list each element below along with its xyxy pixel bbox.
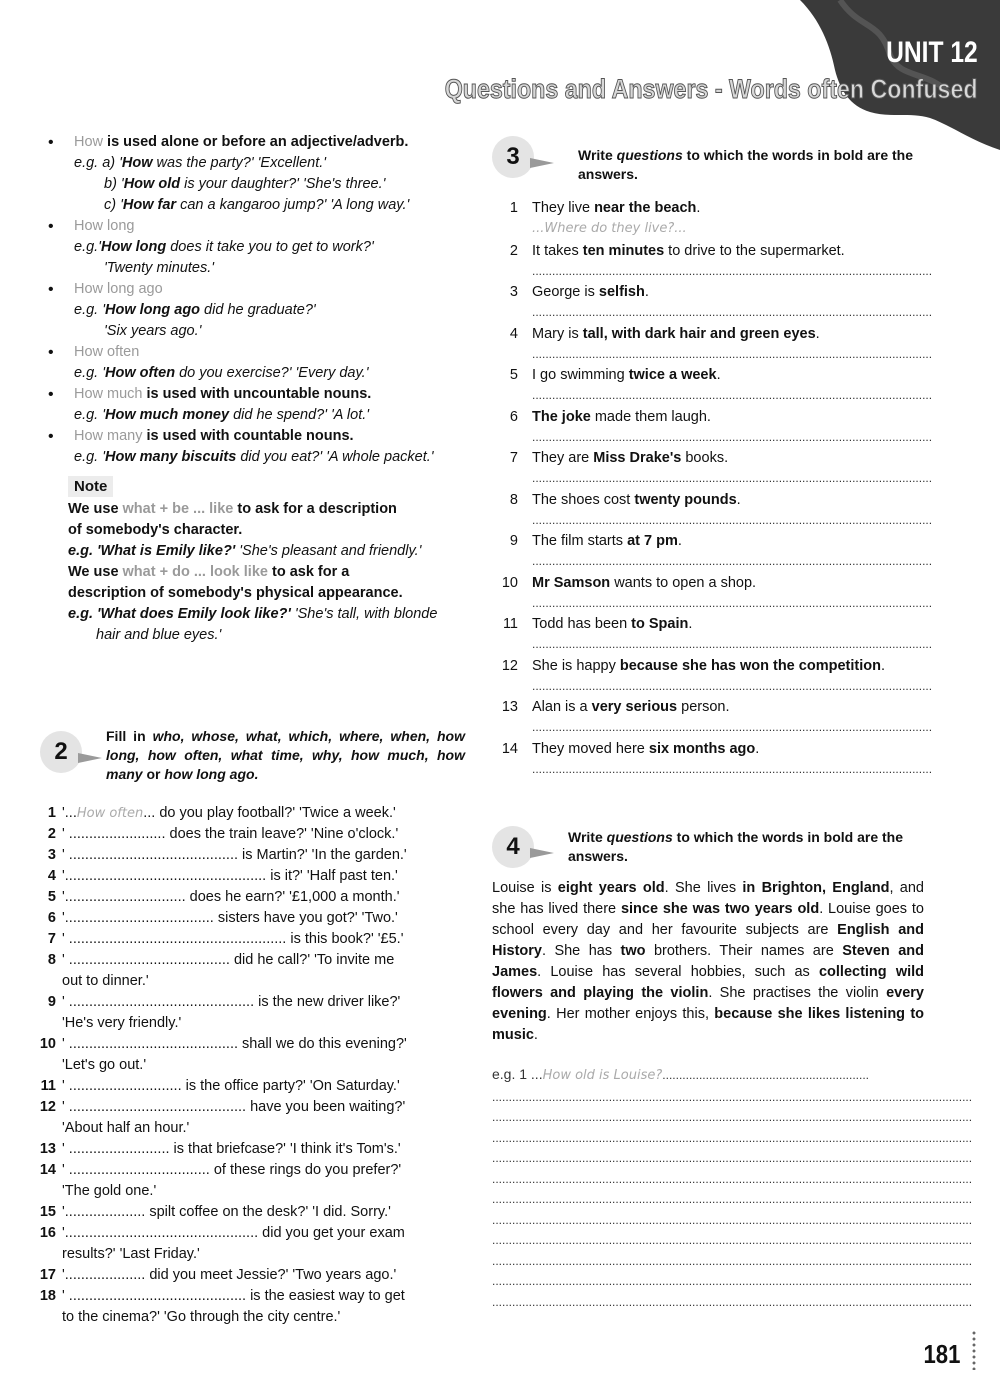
- exercise-3-item: 5 I go swimming twice a week. ........................................................................................................................: [492, 365, 932, 405]
- exercise-number-badge: 2: [40, 731, 82, 773]
- item-number: 1: [47, 805, 56, 821]
- item-text: '..................................... sisters have you got?' 'Two.': [62, 910, 398, 926]
- exercise-3-item: 10 Mr Samson wants to open a shop. ........................................................................................................................: [492, 573, 932, 613]
- exercise-2-item[interactable]: [40, 866, 465, 887]
- answer-line[interactable]: ................................................................................................................................................: [492, 1110, 973, 1124]
- example-how-often: e.g. 'How often do you exercise?' 'Every day.': [74, 365, 369, 381]
- exercise-3-item: 1 They live near the beach. ...Where do they live?...: [492, 198, 932, 239]
- example-how-many: e.g. 'How many biscuits did you eat?' 'A whole packet.': [74, 449, 434, 465]
- theory-how-many: • How many is used with countable nouns.: [48, 428, 354, 445]
- note-line-3: We use what + do ... look like to ask for a: [68, 564, 350, 580]
- example-how-b: b) 'How old is your daughter?' 'She's three.': [104, 176, 386, 192]
- exercise-3-item: 14 They moved here six months ago. ........................................................................................................................: [492, 739, 932, 779]
- item-number: 4: [47, 868, 56, 884]
- item-number: 6: [47, 910, 56, 926]
- answer-line[interactable]: ........................................................................................................................: [532, 346, 933, 361]
- theory-how-long: • How long: [48, 218, 135, 235]
- exercise-4: [492, 822, 973, 1312]
- item-number: 7: [47, 931, 56, 947]
- exercise-2-item[interactable]: [40, 845, 465, 866]
- item-number: 14: [39, 1162, 56, 1178]
- answer-line[interactable]: ................................................................................................................................................: [492, 1171, 973, 1186]
- item-text: '................................................ did you get your exam: [62, 1225, 405, 1241]
- exercise-3: [492, 132, 932, 779]
- unit-label: UNIT 12: [886, 36, 978, 69]
- item-number: 5: [509, 367, 518, 383]
- note-box: [40, 476, 465, 646]
- answer-line[interactable]: ................................................................................................................................................: [492, 1130, 973, 1145]
- page-title: Questions and Answers - Words often Confused: [445, 74, 978, 104]
- item-number: 12: [501, 657, 518, 674]
- handwritten-answer: How old is Louise?: [542, 1068, 663, 1083]
- theory-section: [40, 132, 465, 468]
- exercise-2-item[interactable]: [40, 1034, 465, 1076]
- exercise-3-header: [492, 132, 932, 198]
- item-number: 9: [47, 994, 56, 1010]
- exercise-number-badge: 4: [492, 826, 534, 868]
- item-number: 8: [47, 952, 56, 968]
- item-number: 12: [39, 1099, 56, 1115]
- item-text: '.................... did you meet Jessie?' 'Two years ago.': [62, 1267, 397, 1283]
- note-example-1: e.g. 'What is Emily like?' 'She's pleasant and friendly.': [68, 543, 422, 559]
- exercise-2-item[interactable]: [40, 1097, 465, 1139]
- answer-line[interactable]: ........................................................................................................................: [532, 595, 933, 610]
- answer-line[interactable]: ................................................................................................................................................: [492, 1151, 973, 1165]
- item-text: ' ........................................ did he call?' 'To invite me: [62, 952, 395, 968]
- theory-how-long-ago: • How long ago: [48, 281, 163, 298]
- bullet-icon: •: [48, 428, 54, 445]
- answer-line[interactable]: [532, 218, 932, 239]
- note-example-2: e.g. 'What does Emily look like?' 'She's tall, with blonde: [68, 606, 438, 622]
- right-column: [492, 132, 973, 1309]
- item-number: 17: [39, 1267, 56, 1283]
- exercise-3-item: 13 Alan is a very serious person. ........................................................................................................................: [492, 697, 932, 737]
- exercise-2-item[interactable]: [40, 1223, 465, 1265]
- exercise-3-item: 12 She is happy because she has won the competition. ........................................................................................................................: [492, 656, 932, 696]
- item-number: 11: [40, 1078, 56, 1094]
- answer-line[interactable]: ........................................................................................................................: [532, 471, 933, 485]
- theory-how-often: • How often: [48, 344, 140, 361]
- exercise-2-list: [40, 803, 465, 1328]
- item-number: 4: [509, 325, 518, 342]
- item-number: 1: [509, 200, 518, 216]
- item-number: 11: [502, 616, 518, 632]
- item-number: 2: [47, 826, 56, 842]
- answer-line[interactable]: ................................................................................................................................................: [492, 1274, 973, 1288]
- theory-how-much: • How much is used with uncountable nouns.: [48, 386, 372, 403]
- item-text-cont: results?' 'Last Friday.': [62, 1246, 200, 1262]
- item-text: ' .......................................... shall we do this evening?': [62, 1036, 407, 1052]
- item-text: ' ............................................ is the easiest way to get: [62, 1288, 405, 1304]
- exercise-2-item[interactable]: 1 '...How often... do you play football?' 'Twice a week.': [40, 803, 465, 824]
- exercise-4-header: [492, 822, 924, 878]
- bullet-icon: •: [48, 218, 54, 235]
- answer-line[interactable]: ................................................................................................................................................: [492, 1253, 973, 1268]
- item-number: 8: [509, 491, 518, 508]
- item-number: 7: [509, 450, 518, 466]
- note-line-2: of somebody's character.: [68, 522, 243, 538]
- answer-line[interactable]: ........................................................................................................................: [532, 554, 933, 568]
- handwritten-answer: How often: [76, 806, 144, 821]
- exercise-3-item: 9 The film starts at 7 pm. ........................................................................................................................: [492, 531, 932, 571]
- item-text-cont: out to dinner.': [62, 973, 149, 989]
- bullet-icon: •: [48, 344, 54, 361]
- example-how-long-answer: 'Twenty minutes.': [104, 260, 215, 276]
- exercise-3-item: 11 Todd has been to Spain. ........................................................................................................................: [492, 614, 932, 654]
- exercise-4-answers: [492, 1064, 973, 1312]
- exercise-2-header: [40, 727, 465, 789]
- bullet-icon: •: [48, 134, 54, 151]
- exercise-3-item: 7 They are Miss Drake's books. ........................................................................................................................: [492, 448, 932, 488]
- exercise-2: [40, 727, 465, 1328]
- exercise-2-item[interactable]: [40, 1286, 465, 1328]
- exercise-3-item: 2 It takes ten minutes to drive to the supermarket. ........................................................................................................................: [492, 241, 932, 281]
- item-number: 18: [39, 1288, 56, 1304]
- exercise-2-item[interactable]: [40, 887, 465, 908]
- example-how-long: e.g.'How long does it take you to get to work?': [74, 239, 374, 255]
- answer-line[interactable]: ................................................................................................................................................: [492, 1089, 973, 1104]
- answer-line[interactable]: ................................................................................................................................................: [492, 1233, 973, 1247]
- exercise-3-item: 6 The joke made them laugh. ........................................................................................................................: [492, 407, 932, 447]
- exercise-2-item[interactable]: [40, 1202, 465, 1223]
- item-number: 10: [39, 1036, 56, 1052]
- example-how-c: c) 'How far can a kangaroo jump?' 'A long way.': [104, 197, 410, 213]
- note-line-4: description of somebody's physical appearance.: [68, 585, 403, 601]
- exercise-number-badge: 3: [492, 136, 534, 178]
- exercise-2-item[interactable]: [40, 824, 465, 845]
- item-text-cont: 'He's very friendly.': [62, 1015, 182, 1031]
- bullet-icon: •: [48, 281, 54, 298]
- item-number: 15: [39, 1204, 56, 1220]
- item-text: ' ............................ is the office party?' 'On Saturday.': [62, 1078, 400, 1094]
- exercise-3-list: [492, 198, 932, 779]
- item-text: ' ......................... is that briefcase?' 'I think it's Tom's.': [62, 1141, 401, 1157]
- item-text: ' ........................ does the train leave?' 'Nine o'clock.': [62, 826, 399, 842]
- exercise-3-instructions: Write questions to which the words in bold are the answers.: [578, 147, 913, 182]
- item-text: ' .......................................... is Martin?' 'In the garden.': [62, 847, 407, 863]
- item-number: 13: [39, 1141, 56, 1157]
- item-number: 3: [47, 847, 56, 863]
- exercise-2-item[interactable]: [40, 1160, 465, 1202]
- page-number: 181: [923, 1339, 960, 1369]
- answer-line[interactable]: ........................................................................................................................: [532, 761, 933, 776]
- item-text: ' ................................... of these rings do you prefer?': [62, 1162, 402, 1178]
- answer-line[interactable]: ................................................................................................................................................: [492, 1294, 973, 1309]
- note-label: Note: [68, 476, 113, 497]
- item-text: '.................................................. is it?' 'Half past ten.': [62, 868, 398, 884]
- item-number: 2: [509, 242, 518, 259]
- example-how-long-ago-answer: 'Six years ago.': [104, 323, 202, 339]
- handwritten-answer: ...Where do they live?...: [532, 221, 687, 236]
- item-text: ' ............................................ have you been waiting?': [62, 1099, 406, 1115]
- answer-line[interactable]: ........................................................................................................................: [532, 388, 933, 402]
- exercise-2-item[interactable]: [40, 992, 465, 1034]
- item-text: '.................... spilt coffee on the desk?' 'I did. Sorry.': [62, 1204, 391, 1220]
- answer-line[interactable]: ........................................................................................................................: [532, 678, 933, 693]
- item-text-cont: 'The gold one.': [62, 1183, 157, 1199]
- exercise-2-instructions: Fill in who, whose, what, which, where, when, how long, how often, what time, why, how much, how many or how long ago.: [106, 728, 465, 782]
- item-text: ' ...................................................... is this book?' '£5.': [62, 931, 404, 947]
- exercise-2-item[interactable]: [40, 908, 465, 929]
- exercise-2-item[interactable]: [40, 1265, 465, 1286]
- answer-line[interactable]: ........................................................................................................................: [532, 637, 933, 651]
- item-text-cont: to the cinema?' 'Go through the city centre.': [62, 1309, 341, 1325]
- item-text: '.............................. does he earn?' '£1,000 a month.': [62, 889, 400, 905]
- item-number: 5: [47, 889, 56, 905]
- bullet-icon: •: [48, 386, 54, 403]
- item-text: ... do you play football?' 'Twice a week.': [143, 805, 396, 821]
- example-how-much: e.g. 'How much money did he spend?' 'A lot.': [74, 407, 370, 423]
- exercise-2-item[interactable]: [40, 950, 465, 992]
- exercise-3-item: 3 George is selfish. ........................................................................................................................: [492, 282, 932, 322]
- exercise-3-item: 4 Mary is tall, with dark hair and green eyes. ........................................................................................................................: [492, 324, 932, 364]
- item-number: 16: [39, 1225, 56, 1241]
- item-number: 9: [509, 533, 518, 549]
- exercise-3-item: 8 The shoes cost twenty pounds. ........................................................................................................................: [492, 490, 932, 530]
- page-dots-decoration: [972, 1330, 976, 1370]
- item-number: 6: [509, 408, 518, 425]
- exercise-2-item[interactable]: [40, 1076, 465, 1097]
- item-text-cont: 'About half an hour.': [62, 1120, 190, 1136]
- answer-line[interactable]: ........................................................................................................................: [532, 720, 933, 734]
- exercise-4-instructions: Write questions to which the words in bold are the answers.: [568, 829, 903, 864]
- answer-line[interactable]: ........................................................................................................................: [532, 263, 933, 278]
- exercise-2-item[interactable]: [40, 1139, 465, 1160]
- item-number: 13: [501, 699, 518, 715]
- exercise-4-passage: Louise is eight years old. She lives in Brighton, England, and she has lived there since she was two years old. Louise goes to school every day and her favourite subjects are English and History. She has two brothers. Their names are Steven and James. Louise has several hobbies, such as collecting wild flowers and playing the violin. She practises the violin every evening. Her mother enjoys this, because she likes listening to music.: [492, 880, 925, 1043]
- example-how-long-ago: e.g. 'How long ago did he graduate?': [74, 302, 316, 318]
- note-line-1: We use what + be ... like to ask for a description: [68, 501, 397, 517]
- item-number: 10: [501, 574, 518, 591]
- theory-how: • How is used alone or before an adjective/adverb.: [48, 134, 409, 151]
- answer-line[interactable]: ........................................................................................................................: [532, 429, 933, 444]
- example-how-a: e.g. a) 'How was the party?' 'Excellent.': [74, 155, 327, 171]
- example-answer-line: e.g. 1 ...How old is Louise?..............................................................: [492, 1066, 869, 1083]
- answer-line[interactable]: ........................................................................................................................: [532, 305, 933, 319]
- item-number: 14: [501, 740, 518, 757]
- item-number: 3: [509, 284, 518, 300]
- item-text: ' .............................................. is the new driver like?': [62, 994, 401, 1010]
- exercise-2-item[interactable]: [40, 929, 465, 950]
- answer-line[interactable]: ................................................................................................................................................: [492, 1192, 973, 1206]
- left-column: [39, 132, 465, 1325]
- item-text-cont: 'Let's go out.': [62, 1057, 147, 1073]
- answer-line[interactable]: ................................................................................................................................................: [492, 1212, 973, 1227]
- answer-line[interactable]: ........................................................................................................................: [532, 512, 933, 527]
- note-example-2-cont: hair and blue eyes.': [96, 627, 222, 643]
